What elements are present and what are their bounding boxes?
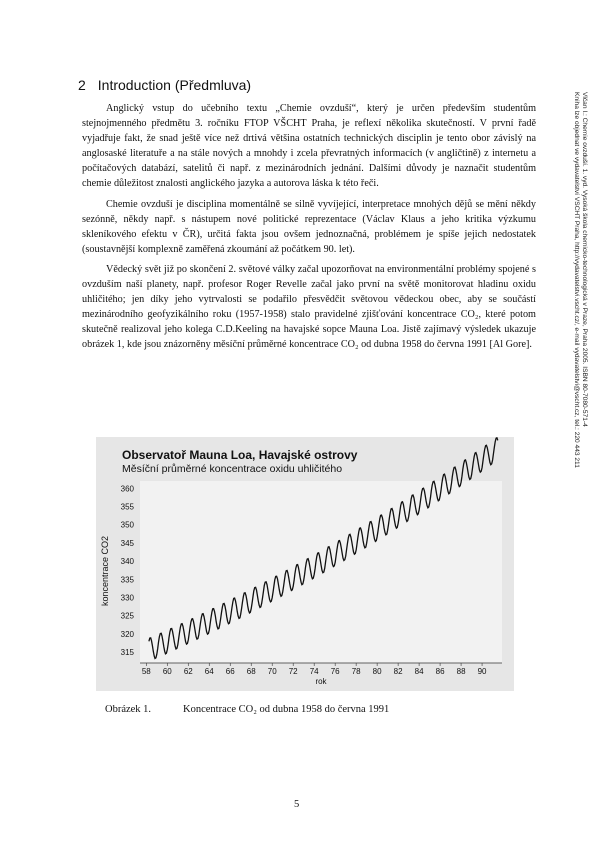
y-tick-label: 325 [120, 611, 134, 621]
co2-chart-figure [96, 437, 514, 691]
x-tick-label: 74 [309, 667, 319, 676]
y-tick-label: 355 [120, 502, 134, 512]
x-tick-label: 60 [162, 667, 172, 676]
x-tick-label: 80 [372, 667, 382, 676]
paragraph-3: Vědecký svět již po skončení 2. světové války začal upozorňovat na environmentální problémy spojené s ovzduším naší planety, např. profesor Roger Revelle začal jako první na světě monitorovat hladinu oxidu uhličitého; jen díky jeho vytrvalosti se podařilo přesvědčit světovou vědeckou obec, aby se součástí mezinárodního geofyzikálního roku (1957-1958) stalo pravidelné zjišťování koncentrace CO₂, které potom skutečně realizoval jeho kolega C.D.Keeling na havajské sopce Mauna Loa. Jistě zajímavý výsledek ukazuje obrázek 1, kde jsou znázorněny měsíční průměrné koncentrace CO₂ od dubna 1958 do června 1991 [Al Gore]. [82, 263, 536, 351]
page-number: 5 [294, 799, 300, 810]
x-tick-label: 88 [456, 667, 466, 676]
co2-chart [96, 437, 514, 691]
x-tick-label: 66 [225, 667, 235, 676]
x-tick-label: 76 [330, 667, 340, 676]
chart-title: Observatoř Mauna Loa, Havajské ostrovy [122, 448, 358, 462]
x-axis-label: rok [315, 677, 327, 686]
x-tick-label: 84 [414, 667, 424, 676]
x-tick-label: 86 [435, 667, 445, 676]
paragraph-2: Chemie ovzduší je disciplina momentálně se silně vyvíjející, interpretace mnohých dějů se mění někdy sezónně, někdy např. s nástupem nové politické reprezentace (Václav Klaus a jeho kritika výzkumu skleníkového efektu v ČR), určitá fakta jsou ovšem jednoznačná, problémem je spíše jejich nedostatek (soustavnější komplexně zaměřená zkoumání až počátkem 90. let). [82, 198, 536, 255]
x-tick-label: 64 [204, 667, 214, 676]
x-tick-label: 62 [183, 667, 193, 676]
side-note-line-2: Kniha lze objednat ve vydavatelství VŠCHT Praha, http://vydavatelstvi.vscht.cz/, e-mail vydavatelstvi@vscht.cz, tel.: 220 443 211 [573, 92, 580, 468]
x-tick-label: 82 [393, 667, 403, 676]
y-tick-label: 350 [120, 520, 134, 530]
y-axis-label: koncentrace CO2 [100, 535, 110, 607]
y-tick-label: 315 [120, 648, 134, 658]
y-tick-label: 340 [120, 557, 134, 567]
side-note-line-1: Vlčan I.: Chemie ovzduší. 1. vyd. Vysoká škola chemicko-technologická v Praze, Praha 2005. ISBN 80-7080-571-4 [581, 92, 588, 427]
plot-area [140, 481, 502, 663]
x-tick-label: 72 [288, 667, 298, 676]
y-tick-label: 360 [120, 484, 134, 494]
chart-subtitle: Měsíční průměrné koncentrace oxidu uhličitého [122, 463, 343, 475]
side-note [572, 92, 588, 612]
paragraph-1: Anglický vstup do učebního textu „Chemie ovzduší“, který je určen především studentům stejnojmenného předmětu 3. ročníku FTOP VŠCHT Praha, je reflexí několika skutečností. V první řadě vyjadřuje fakt, že snad ještě více než drtivá většina ostatních technických disciplin je tento obor závislý na anglosaské literatuře a na stále nových a mnohdy i zcela převratných informacích (v angličtině) z internetu a počítačových databází, satelitů či např. z mezinárodních jednání. Dalšími důvody je naznačit studentům chemie důležitost znalosti anglického jazyka a autorova láska k této řeči. [82, 103, 536, 190]
x-tick-label: 90 [477, 667, 487, 676]
x-tick-label: 78 [351, 667, 361, 676]
y-tick-label: 335 [120, 575, 134, 585]
section-title: Introduction (Předmluva) [97, 77, 252, 93]
x-tick-label: 70 [267, 667, 277, 676]
figure-caption [105, 704, 389, 715]
y-tick-label: 345 [120, 538, 134, 548]
section-number: 2 [78, 77, 86, 93]
y-tick-label: 320 [120, 629, 134, 639]
caption-label: Obrázek 1. [105, 704, 152, 715]
x-tick-label: 58 [141, 667, 151, 676]
section-heading [78, 77, 251, 93]
y-tick-label: 330 [120, 593, 134, 603]
body-text [82, 101, 536, 358]
x-tick-label: 68 [246, 667, 256, 676]
caption-text: Koncentrace CO₂ od dubna 1958 do června 1991 [183, 704, 390, 715]
